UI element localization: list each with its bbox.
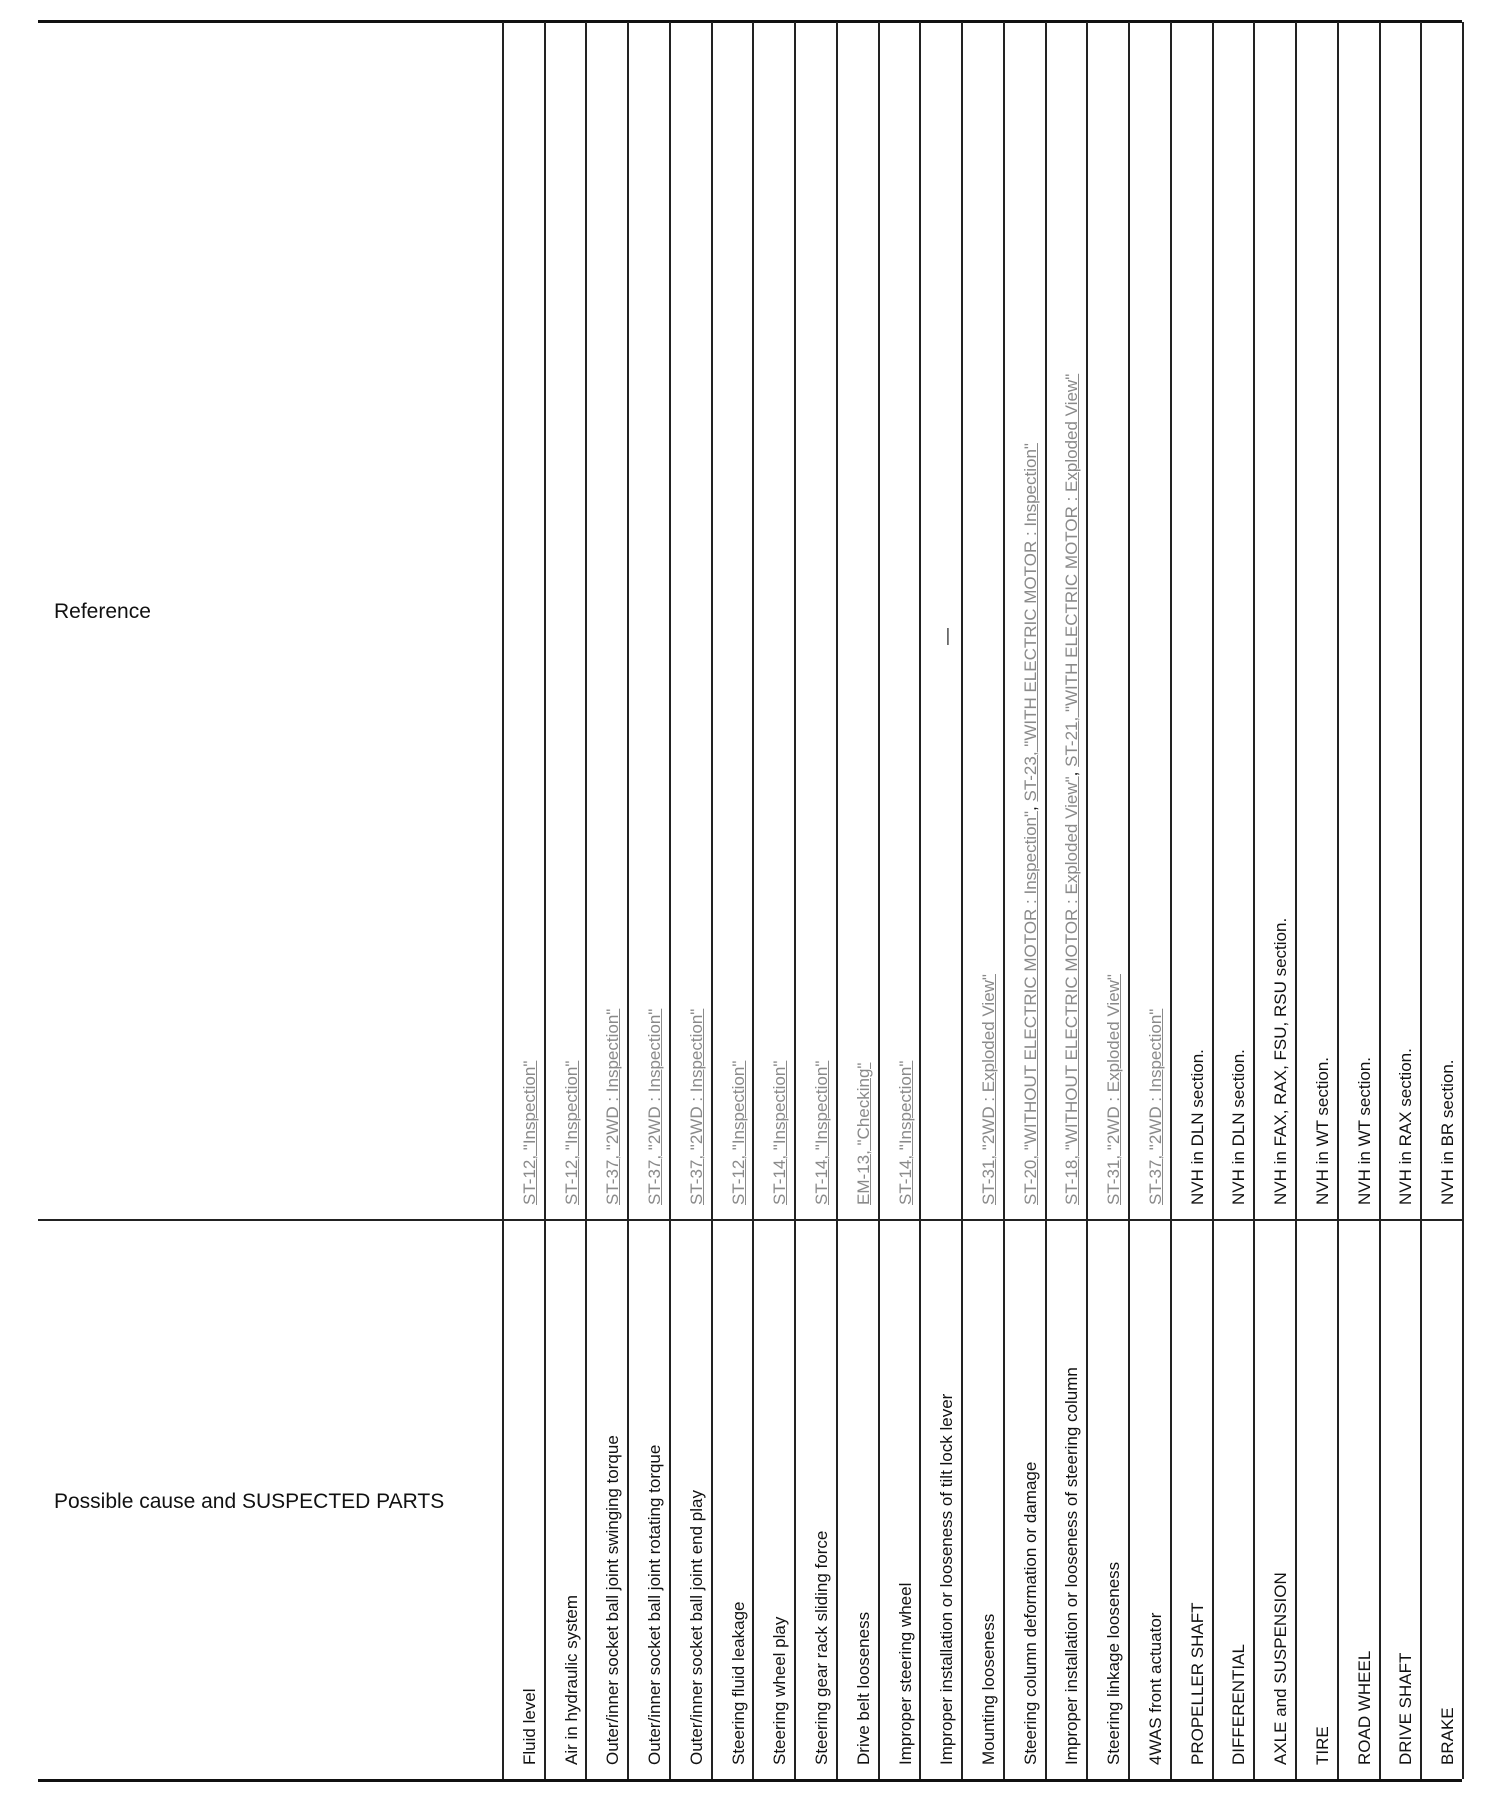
suspected-part-label: Steering gear rack sliding force [812,1530,831,1765]
reference-link[interactable]: ST-14, "Inspection" [896,1060,915,1205]
reference-note: NVH in RAX section. [1396,1048,1415,1205]
suspected-part-label: Fluid level [520,1688,539,1765]
column-divider [1212,22,1214,1779]
suspected-part-label: Improper installation or looseness of tilt lock lever [937,1393,956,1765]
reference-link[interactable]: ST-12, "Inspection" [562,1060,581,1205]
reference-text [729,1061,749,1205]
reference-header: Reference [54,600,151,623]
reference-text [1355,1057,1375,1205]
reference-text [520,1061,540,1205]
reference-text [603,1009,623,1205]
column-divider [794,22,796,1779]
reference-link[interactable]: ST-31, "2WD : Exploded View" [1104,974,1123,1205]
reference-link[interactable]: ST-31, "2WD : Exploded View" [979,974,998,1205]
section-divider [38,1219,1462,1221]
reference-link[interactable]: ST-12, "Inspection" [520,1060,539,1205]
table-bottom-rule [38,1779,1462,1782]
column-divider [1170,22,1172,1779]
column-divider [1003,22,1005,1779]
reference-text [812,1061,832,1205]
reference-note: NVH in BR section. [1438,1059,1457,1205]
no-reference-dash: — [937,628,956,645]
column-divider [836,22,838,1779]
suspected-part-label: ROAD WHEEL [1355,1650,1374,1765]
column-divider [1295,22,1297,1779]
reference-text [1229,1049,1249,1205]
reference-text [562,1061,582,1205]
suspected-part-label: 4WAS front actuator [1146,1612,1165,1765]
reference-note: , [1021,801,1040,811]
column-divider [878,22,880,1779]
suspected-part-label: PROPELLER SHAFT [1188,1602,1207,1765]
column-divider [1420,22,1422,1779]
column-divider [1253,22,1255,1779]
reference-link[interactable]: ST-37, "2WD : Inspection" [645,1008,664,1205]
reference-text [1396,1048,1416,1205]
suspected-part-label: BRAKE [1438,1707,1457,1765]
reference-link[interactable]: ST-37, "2WD : Inspection" [1146,1008,1165,1205]
reference-text [979,974,999,1205]
reference-text [1146,1009,1166,1205]
reference-note: NVH in DLN section. [1188,1049,1207,1205]
suspected-part-label: Air in hydraulic system [562,1594,581,1765]
column-divider [669,22,671,1779]
reference-text [1104,974,1124,1205]
suspected-part-label: Improper steering wheel [896,1582,915,1765]
column-divider [961,22,963,1779]
suspected-part-label: Steering column deformation or damage [1021,1461,1040,1765]
suspected-part-label: DIFFERENTIAL [1229,1644,1248,1765]
column-divider [752,22,754,1779]
table-top-rule [38,20,1462,23]
suspected-part-label: Steering linkage looseness [1104,1561,1123,1765]
reference-note: NVH in WT section. [1313,1056,1332,1205]
reference-link[interactable]: ST-21, "WITH ELECTRIC MOTOR : Exploded View" [1062,373,1081,767]
suspected-part-label: AXLE and SUSPENSION [1271,1572,1290,1765]
column-divider [627,22,629,1779]
reference-link[interactable]: ST-14, "Inspection" [812,1060,831,1205]
column-divider [1462,22,1464,1779]
reference-note: NVH in WT section. [1355,1056,1374,1205]
reference-text [1271,918,1291,1205]
suspected-part-label: Outer/inner socket ball joint swinging torque [603,1435,622,1765]
column-divider [1128,22,1130,1779]
reference-text [1313,1057,1333,1205]
suspected-part-label: Outer/inner socket ball joint end play [687,1490,706,1765]
suspected-part-label: Improper installation or looseness of steering column [1062,1367,1081,1765]
reference-text [937,628,957,1205]
suspected-part-label: Drive belt looseness [854,1611,873,1765]
suspected-part-label: TIRE [1313,1726,1332,1765]
reference-text [854,1063,874,1205]
reference-text [1188,1049,1208,1205]
column-divider [585,22,587,1779]
reference-link[interactable]: ST-20, "WITHOUT ELECTRIC MOTOR : Inspection" [1021,810,1040,1205]
suspected-part-label: DRIVE SHAFT [1396,1652,1415,1765]
suspected-part-label: Outer/inner socket ball joint rotating torque [645,1444,664,1765]
reference-note: , [1062,766,1081,777]
suspected-part-label: Steering fluid leakage [729,1601,748,1765]
reference-link[interactable]: EM-13, "Checking" [854,1062,873,1205]
reference-note: NVH in FAX, RAX, FSU, RSU section. [1271,917,1290,1205]
reference-text [770,1061,790,1205]
suspected-part-label: Steering wheel play [770,1616,789,1765]
column-divider [1379,22,1381,1779]
reference-text [1438,1060,1458,1206]
column-divider [502,22,504,1779]
reference-text [1021,443,1041,1205]
column-divider [711,22,713,1779]
column-divider [1045,22,1047,1779]
reference-link[interactable]: ST-18, "WITHOUT ELECTRIC MOTOR : Exploded View" [1062,776,1081,1205]
reference-link[interactable]: ST-37, "2WD : Inspection" [603,1008,622,1205]
reference-note: NVH in DLN section. [1229,1049,1248,1205]
reference-link[interactable]: ST-37, "2WD : Inspection" [687,1008,706,1205]
column-divider [1337,22,1339,1779]
column-divider [544,22,546,1779]
reference-text [645,1009,665,1205]
reference-text [687,1009,707,1205]
possible-cause-header: Possible cause and SUSPECTED PARTS [54,1490,445,1513]
column-divider [1086,22,1088,1779]
column-divider [919,22,921,1779]
reference-text [1062,374,1082,1205]
reference-link[interactable]: ST-23, "WITH ELECTRIC MOTOR : Inspection" [1021,443,1040,802]
reference-link[interactable]: ST-14, "Inspection" [770,1060,789,1205]
suspected-part-label: Mounting looseness [979,1613,998,1765]
reference-link[interactable]: ST-12, "Inspection" [729,1060,748,1205]
reference-text [896,1061,916,1205]
